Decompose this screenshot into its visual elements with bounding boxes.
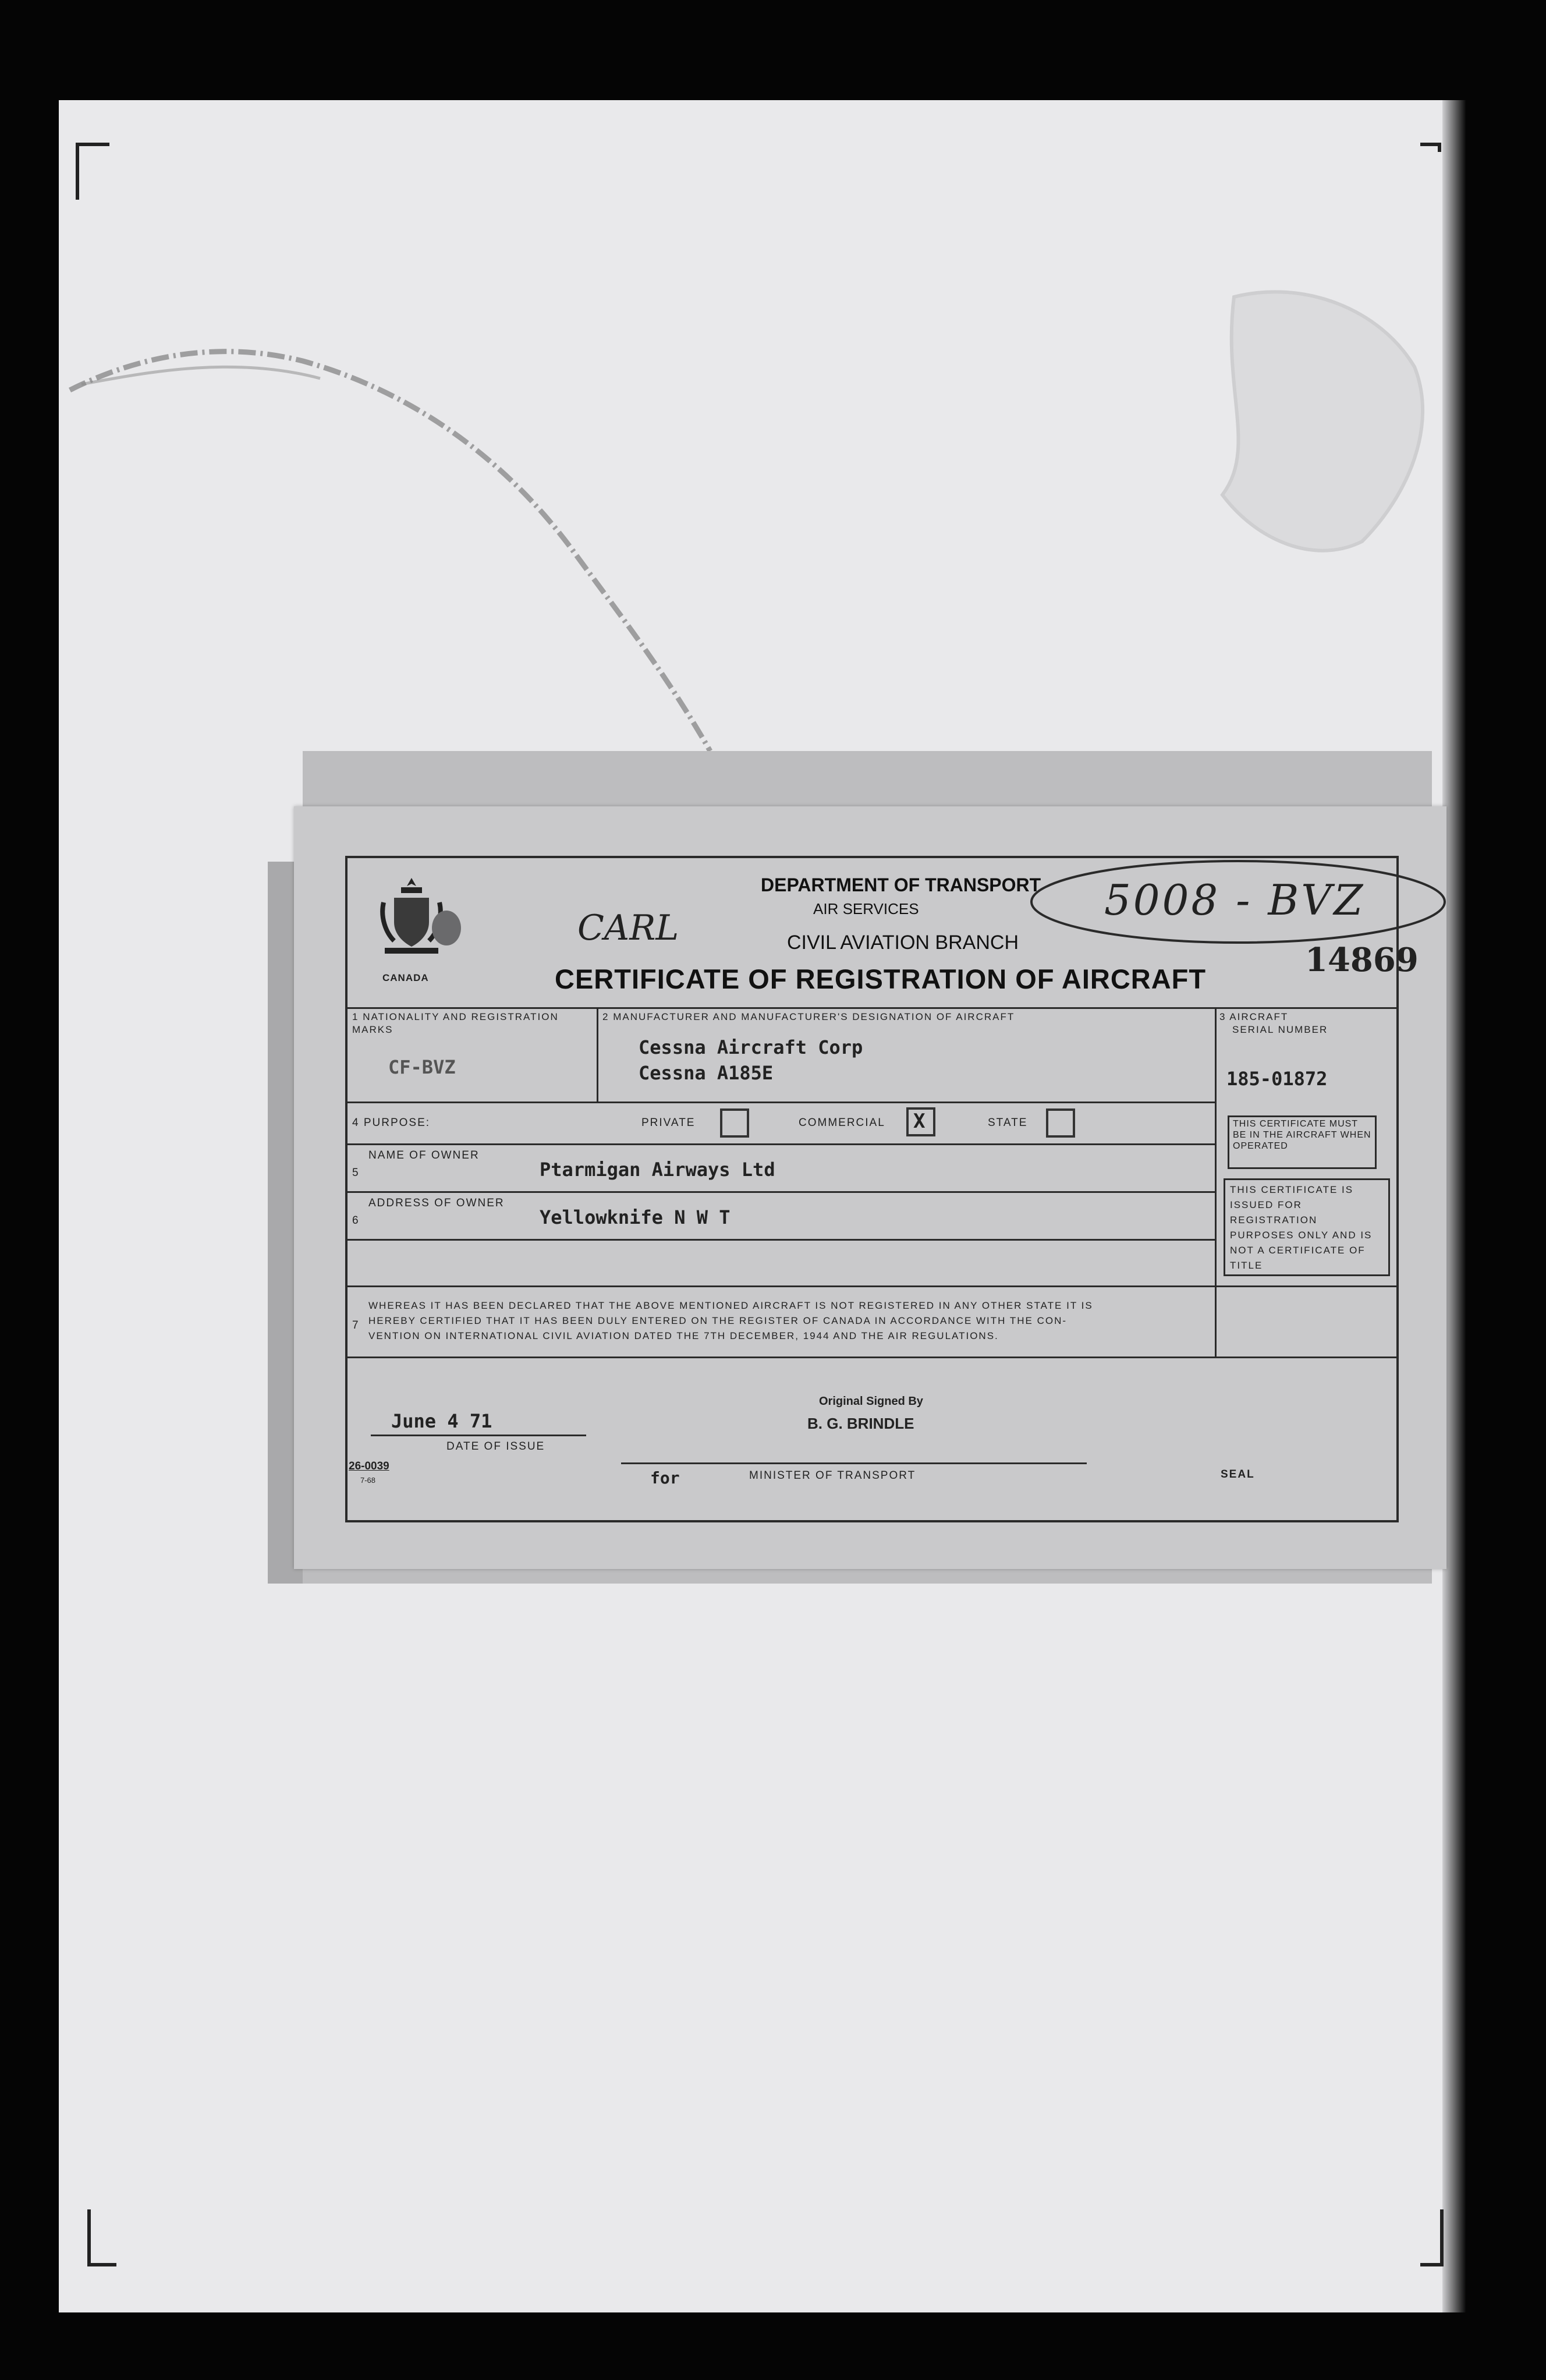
certificate-number: 14869	[1305, 941, 1419, 979]
carry-note-box	[1228, 1115, 1377, 1169]
form-date: 7-68	[360, 1476, 376, 1485]
signed-by-line2: B. G. BRINDLE	[807, 1415, 914, 1432]
minister-label: MINISTER OF TRANSPORT	[749, 1469, 916, 1482]
department-heading: DEPARTMENT OF TRANSPORT	[761, 874, 1041, 895]
serial-label-line1: 3 AIRCRAFT	[1219, 1011, 1289, 1022]
rule-header-bottom	[348, 1007, 1396, 1009]
rule-declaration-bottom	[348, 1357, 1396, 1358]
certificate-form	[345, 856, 1419, 1522]
form-code: 26-0039	[349, 1460, 389, 1472]
rule-row-address	[348, 1239, 1215, 1241]
declaration-line-2: HEREBY CERTIFIED THAT IT HAS BEEN DULY ENTERED ON THE REGISTER OF CANADA IN ACCORDANCE WITH THE CON-	[368, 1315, 1068, 1326]
private-checkbox	[720, 1108, 749, 1138]
date-of-issue-label: DATE OF ISSUE	[446, 1440, 545, 1453]
air-services-heading: AIR SERVICES	[813, 900, 919, 918]
crop-mark-bottom-right	[1420, 2209, 1444, 2266]
serial-label-line2: SERIAL NUMBER	[1232, 1024, 1328, 1035]
state-checkbox	[1046, 1108, 1075, 1138]
crop-mark-top-left	[76, 143, 109, 200]
rule-col1	[597, 1007, 598, 1103]
owner-name-label: NAME OF OWNER	[368, 1149, 480, 1161]
for-label: for	[650, 1468, 680, 1488]
purpose-note-text: THIS CERTIFICATE IS ISSUED FOR REGISTRATION PURPOSES ONLY AND IS NOT A CERTIFICATE OF TITLE	[1230, 1184, 1373, 1271]
owner-address-value: Yellowknife N W T	[540, 1206, 731, 1228]
purpose-label: 4 PURPOSE:	[352, 1117, 431, 1129]
rule-row-owner	[348, 1191, 1215, 1193]
seal-label: SEAL	[1221, 1468, 1255, 1481]
water-stain	[1187, 274, 1444, 576]
rule-col2	[1215, 1007, 1217, 1357]
serial-value: 185-01872	[1226, 1068, 1328, 1090]
manufacturer-value: Cessna Aircraft Corp	[639, 1036, 863, 1058]
commercial-label: COMMERCIAL	[799, 1117, 885, 1129]
registration-marks-value: CF-BVZ	[388, 1056, 456, 1078]
minister-rule	[621, 1462, 1087, 1464]
state-label: STATE	[988, 1117, 1028, 1129]
crop-mark-bottom-left	[87, 2209, 116, 2266]
rule-row1-bottom	[348, 1102, 1215, 1103]
nationality-label: 1 NATIONALITY AND REGISTRATION MARKS	[352, 1011, 559, 1035]
ink-scribble-stain	[58, 326, 745, 768]
commercial-checkbox	[906, 1107, 935, 1136]
signed-by-line1: Original Signed By	[819, 1395, 923, 1408]
carry-note-text: THIS CERTIFICATE MUST BE IN THE AIRCRAFT WHEN OPERATED	[1233, 1119, 1371, 1151]
owner-address-label: ADDRESS OF OWNER	[368, 1197, 505, 1209]
handwritten-initials: CARL	[577, 908, 679, 948]
date-rule	[371, 1435, 586, 1436]
purpose-note-box	[1224, 1178, 1390, 1276]
declaration-line-3: VENTION ON INTERNATIONAL CIVIL AVIATION DATED THE 7TH DECEMBER, 1944 AND THE AIR REGULATIONS.	[368, 1330, 999, 1341]
owner-name-num: 5	[352, 1167, 360, 1179]
manufacturer-label: 2 MANUFACTURER AND MANUFACTURER'S DESIGNATION OF AIRCRAFT	[602, 1011, 1015, 1022]
declaration-num: 7	[352, 1319, 360, 1331]
civil-aviation-heading: CIVIL AVIATION BRANCH	[787, 932, 1019, 954]
private-label: PRIVATE	[641, 1117, 696, 1129]
stamp-blot	[432, 911, 461, 945]
handwritten-reference: 5008 - BVZ	[1104, 876, 1366, 925]
designation-value: Cessna A185E	[639, 1062, 774, 1084]
crop-mark-top-right	[1420, 143, 1441, 152]
owner-address-num: 6	[352, 1214, 360, 1227]
declaration-line-1: WHEREAS IT HAS BEEN DECLARED THAT THE ABOVE MENTIONED AIRCRAFT IS NOT REGISTERED IN ANY OTHER STATE IT IS	[368, 1300, 1093, 1311]
date-of-issue-value: June 4 71	[391, 1410, 492, 1432]
rule-row-purpose	[348, 1143, 1215, 1145]
certificate-card	[294, 806, 1446, 1569]
rule-row-blank	[348, 1285, 1396, 1287]
crest-label: CANADA	[382, 972, 429, 983]
owner-name-value: Ptarmigan Airways Ltd	[540, 1159, 775, 1181]
commercial-check-mark: X	[913, 1110, 926, 1133]
certificate-title: CERTIFICATE OF REGISTRATION OF AIRCRAFT	[555, 964, 1207, 994]
